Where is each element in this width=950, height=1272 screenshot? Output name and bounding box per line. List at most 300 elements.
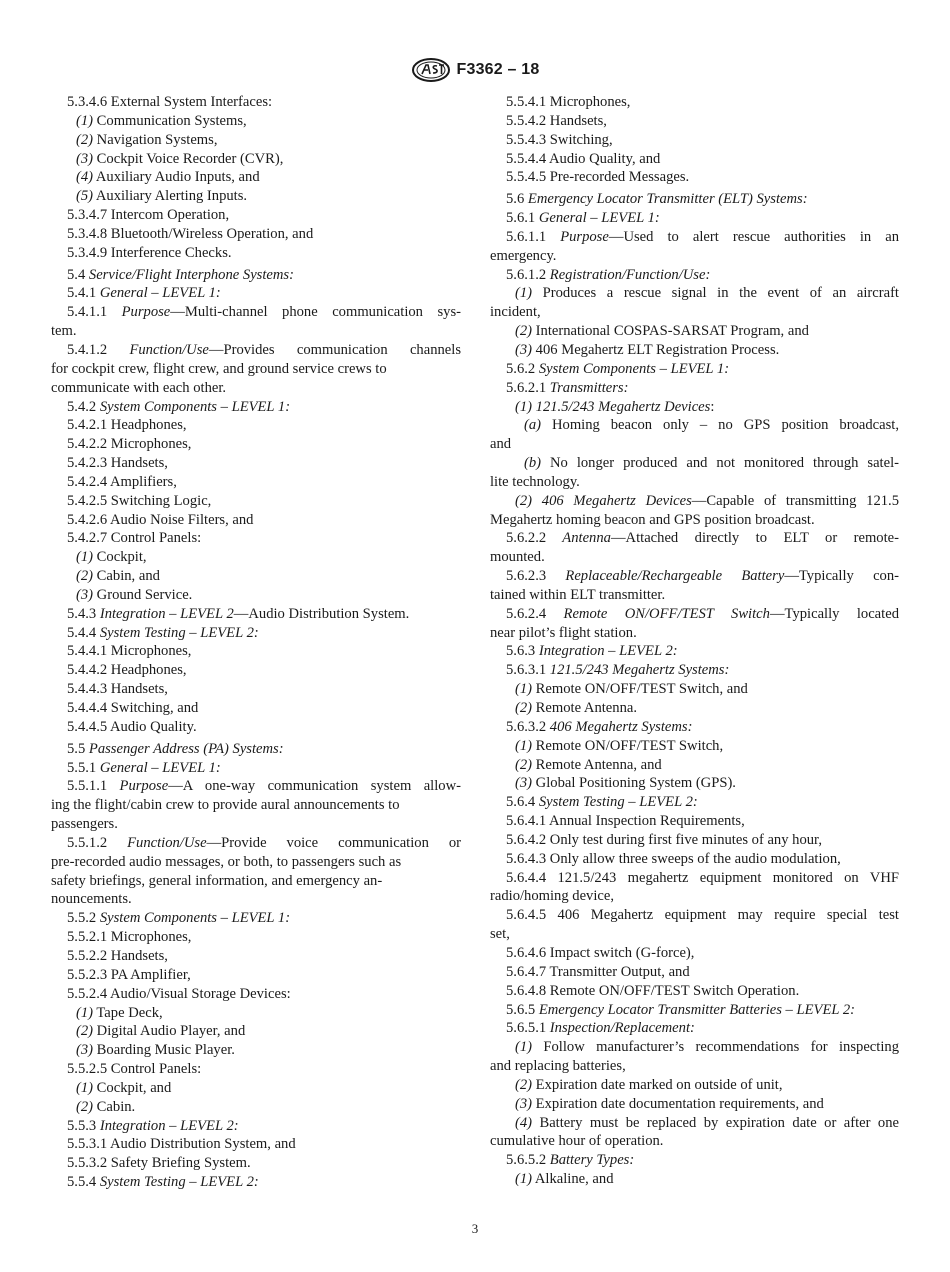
section-number: 5.4.2.5: [67, 492, 108, 509]
text-line: [51, 1098, 461, 1117]
italic-text: (b): [524, 455, 542, 472]
text-line: [490, 341, 899, 360]
text-line: [490, 586, 899, 605]
italic-text: (1): [515, 1171, 533, 1188]
document-id: F3362 – 18: [456, 61, 540, 78]
body-text: Safety Briefing System.: [107, 1155, 251, 1172]
text-line: [490, 209, 899, 228]
italic-text: System Testing – LEVEL 2:: [96, 1174, 259, 1191]
section-number: 5.4: [67, 266, 86, 283]
text-line: [490, 266, 899, 285]
section-number: 5.4.2.1: [67, 417, 108, 434]
italic-text: (2): [76, 568, 94, 585]
text-line: [51, 360, 461, 379]
body-text: Remote Antenna.: [532, 700, 638, 716]
body-text: International COSPAS-SARSAT Program, and: [532, 323, 809, 340]
body-text: Handsets,: [107, 455, 168, 472]
body-text: tained within ELT transmitter.: [490, 586, 666, 603]
text-line: [51, 642, 461, 661]
italic-text: Integration – LEVEL 2:: [535, 643, 678, 660]
italic-text: General – LEVEL 1:: [535, 210, 660, 227]
body-text: No longer produced and not monitored through satel-: [541, 455, 899, 472]
section-number: 5.4.2.3: [67, 455, 108, 472]
body-text: Cabin, and: [93, 568, 160, 585]
section-number: 5.5.1.2: [67, 834, 108, 851]
body-text: Handsets,: [107, 681, 168, 698]
italic-text: 121.5/243 Megahertz Systems:: [546, 662, 730, 679]
italic-text: (2) 406 Megahertz Devices: [515, 492, 692, 509]
section-number: 5.6.4.5: [506, 907, 547, 924]
body-text: Audio Quality.: [107, 718, 197, 735]
section-number: 5.4.2.6: [67, 511, 108, 528]
italic-text: System Testing – LEVEL 2:: [96, 624, 259, 641]
body-text: Cockpit, and: [93, 1079, 172, 1096]
text-line: [51, 168, 461, 187]
text-line: [490, 454, 899, 473]
body-text: near pilot’s flight station.: [490, 624, 637, 641]
body-text: cumulative hour of operation.: [490, 1133, 664, 1150]
body-text: Battery must be replaced by expiration date or after one: [532, 1114, 899, 1131]
italic-text: (a): [524, 417, 542, 434]
section-number: 5.4.4: [67, 624, 97, 641]
body-text: set,: [490, 926, 510, 943]
text-line: [51, 225, 461, 244]
italic-text: (3): [515, 1095, 533, 1112]
section-number: 5.6.2.2: [506, 530, 547, 547]
text-line: [51, 398, 461, 417]
italic-text: (2): [515, 700, 533, 716]
italic-text: Replaceable/Rechargeable Battery: [546, 568, 785, 585]
section-number: 5.5.1: [67, 759, 97, 776]
section-number: 5.6.2.4: [506, 605, 547, 622]
italic-text: Integration – LEVEL 2: [96, 605, 234, 622]
body-text: Amplifiers,: [107, 473, 177, 490]
italic-text: (2): [76, 1023, 94, 1040]
body-text: Interference Checks.: [107, 244, 232, 261]
text-line: [490, 1076, 899, 1095]
body-text: ing the flight/cabin crew to provide aural announcements to: [51, 797, 400, 814]
body-text: —Audio Distribution System.: [233, 605, 410, 622]
body-text: Digital Audio Player, and: [93, 1023, 246, 1040]
italic-text: System Components – LEVEL 1:: [96, 910, 291, 927]
text-line: [490, 869, 899, 888]
text-line: [490, 1095, 899, 1114]
text-line: [490, 548, 899, 567]
italic-text: Function/Use: [107, 834, 207, 851]
italic-text: Battery Types:: [546, 1152, 635, 1169]
body-text: lite technology.: [490, 473, 580, 490]
section-number: 5.5.4: [67, 1174, 97, 1191]
text-line: [51, 1004, 461, 1023]
text-line: [490, 793, 899, 812]
section-number: 5.5.2.4: [67, 985, 108, 1002]
section-number: 5.6.2.1: [506, 379, 547, 396]
section-number: 5.4.2.4: [67, 473, 108, 490]
section-number: 5.5.4.5: [506, 169, 547, 186]
body-text: mounted.: [490, 549, 545, 566]
italic-text: Emergency Locator Transmitter Batteries – LEVEL 2:: [535, 1001, 856, 1018]
text-line: [51, 586, 461, 605]
body-text: communicate with each other.: [51, 379, 227, 396]
text-line: [51, 322, 461, 341]
text-line: [490, 112, 899, 131]
body-text: Navigation Systems,: [93, 131, 218, 148]
text-line: [51, 454, 461, 473]
section-number: 5.4.1.1: [67, 304, 108, 321]
text-line: [51, 379, 461, 398]
body-text: Homing beacon only – no GPS position broadcast,: [541, 417, 899, 434]
section-number: 5.5.1.1: [67, 778, 108, 795]
body-text: Pre-recorded Messages.: [546, 169, 690, 186]
text-line: [51, 112, 461, 131]
body-text: passengers.: [51, 816, 118, 833]
text-line: [51, 187, 461, 206]
body-text: emergency.: [490, 247, 557, 264]
text-line: [51, 759, 461, 778]
text-line: [490, 718, 899, 737]
text-line: [51, 815, 461, 834]
body-text: Transmitter Output, and: [546, 963, 690, 980]
text-line: [51, 492, 461, 511]
body-text: —Attached directly to ELT or remote-: [610, 530, 899, 547]
text-line: [490, 398, 899, 417]
section-number: 5.6.4.8: [506, 982, 547, 999]
text-line: [490, 1038, 899, 1057]
text-line: [51, 93, 461, 112]
text-line: [51, 1117, 461, 1136]
italic-text: (1): [515, 681, 533, 698]
text-line: [51, 947, 461, 966]
italic-text: (2): [515, 756, 533, 773]
text-line: [490, 247, 899, 266]
section-number: 5.4.4.3: [67, 681, 108, 698]
body-text: Headphones,: [107, 417, 187, 434]
section-number: 5.5.2: [67, 910, 97, 927]
section-number: 5.6.5.1: [506, 1020, 547, 1037]
italic-text: Purpose: [546, 228, 609, 245]
italic-text: (1) 121.5/243 Megahertz Devices: [515, 398, 711, 415]
body-text: and: [490, 436, 512, 453]
text-line: [490, 303, 899, 322]
text-line: [490, 322, 899, 341]
italic-text: (3): [76, 150, 94, 167]
body-text: Microphones,: [107, 643, 192, 660]
text-line: [51, 131, 461, 150]
body-text: 406 Megahertz ELT Registration Process.: [532, 341, 780, 358]
italic-text: Passenger Address (PA) Systems:: [85, 740, 284, 757]
italic-text: 406 Megahertz Systems:: [546, 718, 693, 735]
body-text: Impact switch (G-force),: [546, 944, 695, 961]
body-text: Only test during first five minutes of any hour,: [546, 831, 822, 848]
body-text: —Used to alert rescue authorities in an: [608, 228, 900, 245]
section-number: 5.6.5.2: [506, 1152, 547, 1169]
body-text: Switching Logic,: [107, 492, 212, 509]
text-line: [490, 925, 899, 944]
section-number: 5.5.4.1: [506, 94, 547, 110]
section-number: 5.5.4.3: [506, 131, 547, 148]
section-number: 5.4.4.1: [67, 643, 108, 660]
body-text: Remote ON/OFF/TEST Switch,: [532, 737, 724, 754]
italic-text: (3): [515, 341, 533, 358]
text-line: [490, 168, 899, 187]
text-line: [51, 624, 461, 643]
text-line: [51, 548, 461, 567]
body-text: Remote Antenna, and: [532, 756, 662, 773]
section-number: 5.6.2.3: [506, 568, 547, 585]
section-number: 5.5.3: [67, 1117, 97, 1134]
text-line: [490, 605, 899, 624]
body-text: 406 Megahertz equipment may require special test: [546, 907, 899, 924]
italic-text: (1): [76, 112, 94, 129]
body-text: incident,: [490, 304, 541, 321]
italic-text: Purpose: [107, 304, 171, 321]
section-number: 5.5.4.4: [506, 150, 547, 167]
body-text: Microphones,: [546, 94, 631, 110]
text-line: [490, 1114, 899, 1133]
italic-text: Transmitters:: [546, 379, 629, 396]
text-line: [490, 982, 899, 1001]
body-text: Bluetooth/Wireless Operation, and: [107, 225, 314, 242]
section-number: 5.6.4.4: [506, 869, 547, 886]
body-text: Auxiliary Alerting Inputs.: [93, 188, 248, 205]
italic-text: System Components – LEVEL 1:: [96, 398, 291, 415]
text-line: [490, 963, 899, 982]
text-line: [490, 435, 899, 454]
text-line: [51, 680, 461, 699]
italic-text: Purpose: [107, 778, 169, 795]
right-column: [490, 93, 899, 1189]
body-text: Produces a rescue signal in the event of an aircraft: [532, 285, 899, 302]
italic-text: (1): [515, 1039, 533, 1056]
body-text: —Typically located: [769, 605, 899, 622]
section-number: 5.4.1.2: [67, 341, 108, 358]
text-line: [490, 416, 899, 435]
body-text: Alkaline, and: [532, 1171, 614, 1188]
body-text: PA Amplifier,: [107, 966, 191, 983]
italic-text: (1): [76, 1079, 94, 1096]
text-line: [490, 511, 899, 530]
section-number: 5.6.4.7: [506, 963, 547, 980]
italic-text: (5): [76, 188, 94, 205]
body-text: Audio Quality, and: [546, 150, 661, 167]
text-line: [490, 944, 899, 963]
body-text: Microphones,: [107, 436, 192, 453]
body-text: Ground Service.: [93, 586, 193, 603]
text-line: [51, 206, 461, 225]
section-number: 5.6.3.2: [506, 718, 547, 735]
italic-text: (1): [515, 737, 533, 754]
body-text: pre-recorded audio messages, or both, to passengers such as: [51, 853, 402, 870]
text-line: [490, 131, 899, 150]
section-number: 5.6.3.1: [506, 662, 547, 679]
text-line: [490, 850, 899, 869]
text-line: [51, 150, 461, 169]
text-line: [51, 341, 461, 360]
italic-text: (3): [76, 586, 94, 603]
section-number: 5.4.2: [67, 398, 97, 415]
body-text: Audio Noise Filters, and: [107, 511, 254, 528]
text-line: [490, 642, 899, 661]
text-line: [51, 1154, 461, 1173]
body-text: Expiration date documentation requirements, and: [532, 1095, 824, 1112]
text-line: [51, 1060, 461, 1079]
section-number: 5.6.1.2: [506, 266, 547, 283]
body-text: Cockpit,: [93, 549, 147, 566]
text-line: [51, 777, 461, 796]
text-line: [51, 435, 461, 454]
body-text: Handsets,: [107, 947, 168, 964]
body-text: Remote ON/OFF/TEST Switch, and: [532, 681, 748, 698]
text-line: [51, 473, 461, 492]
text-line: [51, 890, 461, 909]
text-line: [490, 360, 899, 379]
text-line: [51, 853, 461, 872]
italic-text: Integration – LEVEL 2:: [96, 1117, 239, 1134]
italic-text: (4): [76, 169, 94, 186]
body-text: —Capable of transmitting 121.5: [691, 492, 899, 509]
text-line: [490, 529, 899, 548]
section-number: 5.4.4.4: [67, 700, 108, 716]
italic-text: Antenna: [546, 530, 611, 547]
body-text: tem.: [51, 323, 77, 340]
italic-text: System Components – LEVEL 1:: [535, 360, 730, 377]
text-line: [490, 756, 899, 775]
section-number: 5.4.2.2: [67, 436, 108, 453]
text-line: [51, 661, 461, 680]
body-text: Remote ON/OFF/TEST Switch Operation.: [546, 982, 800, 999]
text-line: [490, 492, 899, 511]
text-line: [51, 605, 461, 624]
text-line: [490, 379, 899, 398]
body-text: Switching,: [546, 131, 613, 148]
body-text: —A one-way communication system allow-: [168, 778, 461, 795]
body-text: :: [710, 398, 715, 415]
text-line: [51, 284, 461, 303]
text-line: [51, 909, 461, 928]
section-number: 5.5.2.5: [67, 1061, 108, 1078]
text-line: [51, 416, 461, 435]
section-number: 5.5.3.1: [67, 1136, 108, 1153]
body-text: Megahertz homing beacon and GPS position broadcast.: [490, 511, 815, 528]
body-text: safety briefings, general information, and emergency an-: [51, 872, 383, 889]
italic-text: Service/Flight Interphone Systems:: [85, 266, 294, 283]
text-line: [490, 1151, 899, 1170]
section-number: 5.4.4.2: [67, 662, 108, 679]
text-line: [490, 906, 899, 925]
italic-text: (3): [515, 775, 533, 792]
text-line: [490, 1019, 899, 1038]
section-number: 5.6.4.2: [506, 831, 547, 848]
italic-text: System Testing – LEVEL 2:: [535, 794, 698, 811]
section-number: 5.5: [67, 740, 86, 757]
body-text: and replacing batteries,: [490, 1058, 626, 1075]
text-line: [490, 150, 899, 169]
text-line: [51, 985, 461, 1004]
body-text: —Provides communication channels: [208, 341, 462, 358]
section-number: 5.6.3: [506, 643, 536, 660]
text-line: [490, 680, 899, 699]
left-column: [51, 93, 461, 1192]
section-number: 5.6: [506, 191, 525, 208]
body-text: Microphones,: [107, 929, 192, 946]
body-text: Cockpit Voice Recorder (CVR),: [93, 150, 284, 167]
section-number: 5.5.4.2: [506, 112, 547, 129]
text-line: [51, 511, 461, 530]
section-number: 5.6.4.1: [506, 813, 547, 830]
text-line: [490, 473, 899, 492]
section-number: 5.4.1: [67, 285, 97, 302]
text-line: [51, 834, 461, 853]
text-line: [490, 190, 899, 209]
italic-text: (1): [76, 1004, 94, 1021]
section-number: 5.5.2.2: [67, 947, 108, 964]
body-text: Auxiliary Audio Inputs, and: [93, 169, 260, 186]
body-text: Communication Systems,: [93, 112, 247, 129]
body-text: —Multi-channel phone communication sys-: [170, 304, 461, 321]
text-line: [490, 624, 899, 643]
italic-text: Remote ON/OFF/TEST Switch: [546, 605, 770, 622]
body-text: Control Panels:: [107, 530, 202, 547]
text-line: [51, 1173, 461, 1192]
italic-text: (3): [76, 1042, 94, 1059]
italic-text: (1): [76, 549, 94, 566]
text-line: [490, 887, 899, 906]
body-text: Audio Distribution System, and: [107, 1136, 296, 1153]
body-text: 121.5/243 megahertz equipment monitored on VHF: [546, 869, 899, 886]
body-text: nouncements.: [51, 891, 132, 908]
text-line: [490, 831, 899, 850]
section-number: 5.5.2.1: [67, 929, 108, 946]
section-number: 5.6.1: [506, 210, 536, 227]
body-text: Boarding Music Player.: [93, 1042, 235, 1059]
italic-text: General – LEVEL 1:: [96, 285, 221, 302]
body-text: for cockpit crew, flight crew, and ground service crews to: [51, 360, 387, 377]
text-line: [51, 966, 461, 985]
body-text: —Provide voice communication or: [206, 834, 462, 851]
text-line: [490, 1132, 899, 1151]
body-text: Switching, and: [107, 700, 199, 716]
body-text: Global Positioning System (GPS).: [532, 775, 736, 792]
section-number: 5.5.3.2: [67, 1155, 108, 1172]
section-number: 5.6.4: [506, 794, 536, 811]
section-number: 5.6.5: [506, 1001, 536, 1018]
text-line: [490, 1001, 899, 1020]
text-line: [490, 567, 899, 586]
italic-text: Registration/Function/Use:: [546, 266, 711, 283]
body-text: Only allow three sweeps of the audio modulation,: [546, 850, 841, 867]
section-number: 5.4.2.7: [67, 530, 108, 547]
section-number: 5.5.2.3: [67, 966, 108, 983]
text-line: [51, 303, 461, 322]
page-number: 3: [471, 1221, 479, 1236]
section-number: 5.4.4.5: [67, 718, 108, 735]
italic-text: (2): [515, 323, 533, 340]
section-number: 5.3.4.7: [67, 207, 108, 224]
italic-text: (2): [76, 1098, 94, 1115]
italic-text: Function/Use: [107, 341, 209, 358]
italic-text: (1): [515, 285, 533, 302]
body-text: Cabin.: [93, 1098, 136, 1115]
section-number: 5.3.4.8: [67, 225, 108, 242]
text-line: [51, 1135, 461, 1154]
page-header: [0, 58, 950, 82]
body-text: —Typically con-: [784, 568, 900, 585]
text-line: [490, 93, 899, 112]
text-line: [51, 872, 461, 891]
section-number: 5.6.4.6: [506, 944, 547, 961]
text-line: [51, 1079, 461, 1098]
italic-text: (2): [76, 131, 94, 148]
